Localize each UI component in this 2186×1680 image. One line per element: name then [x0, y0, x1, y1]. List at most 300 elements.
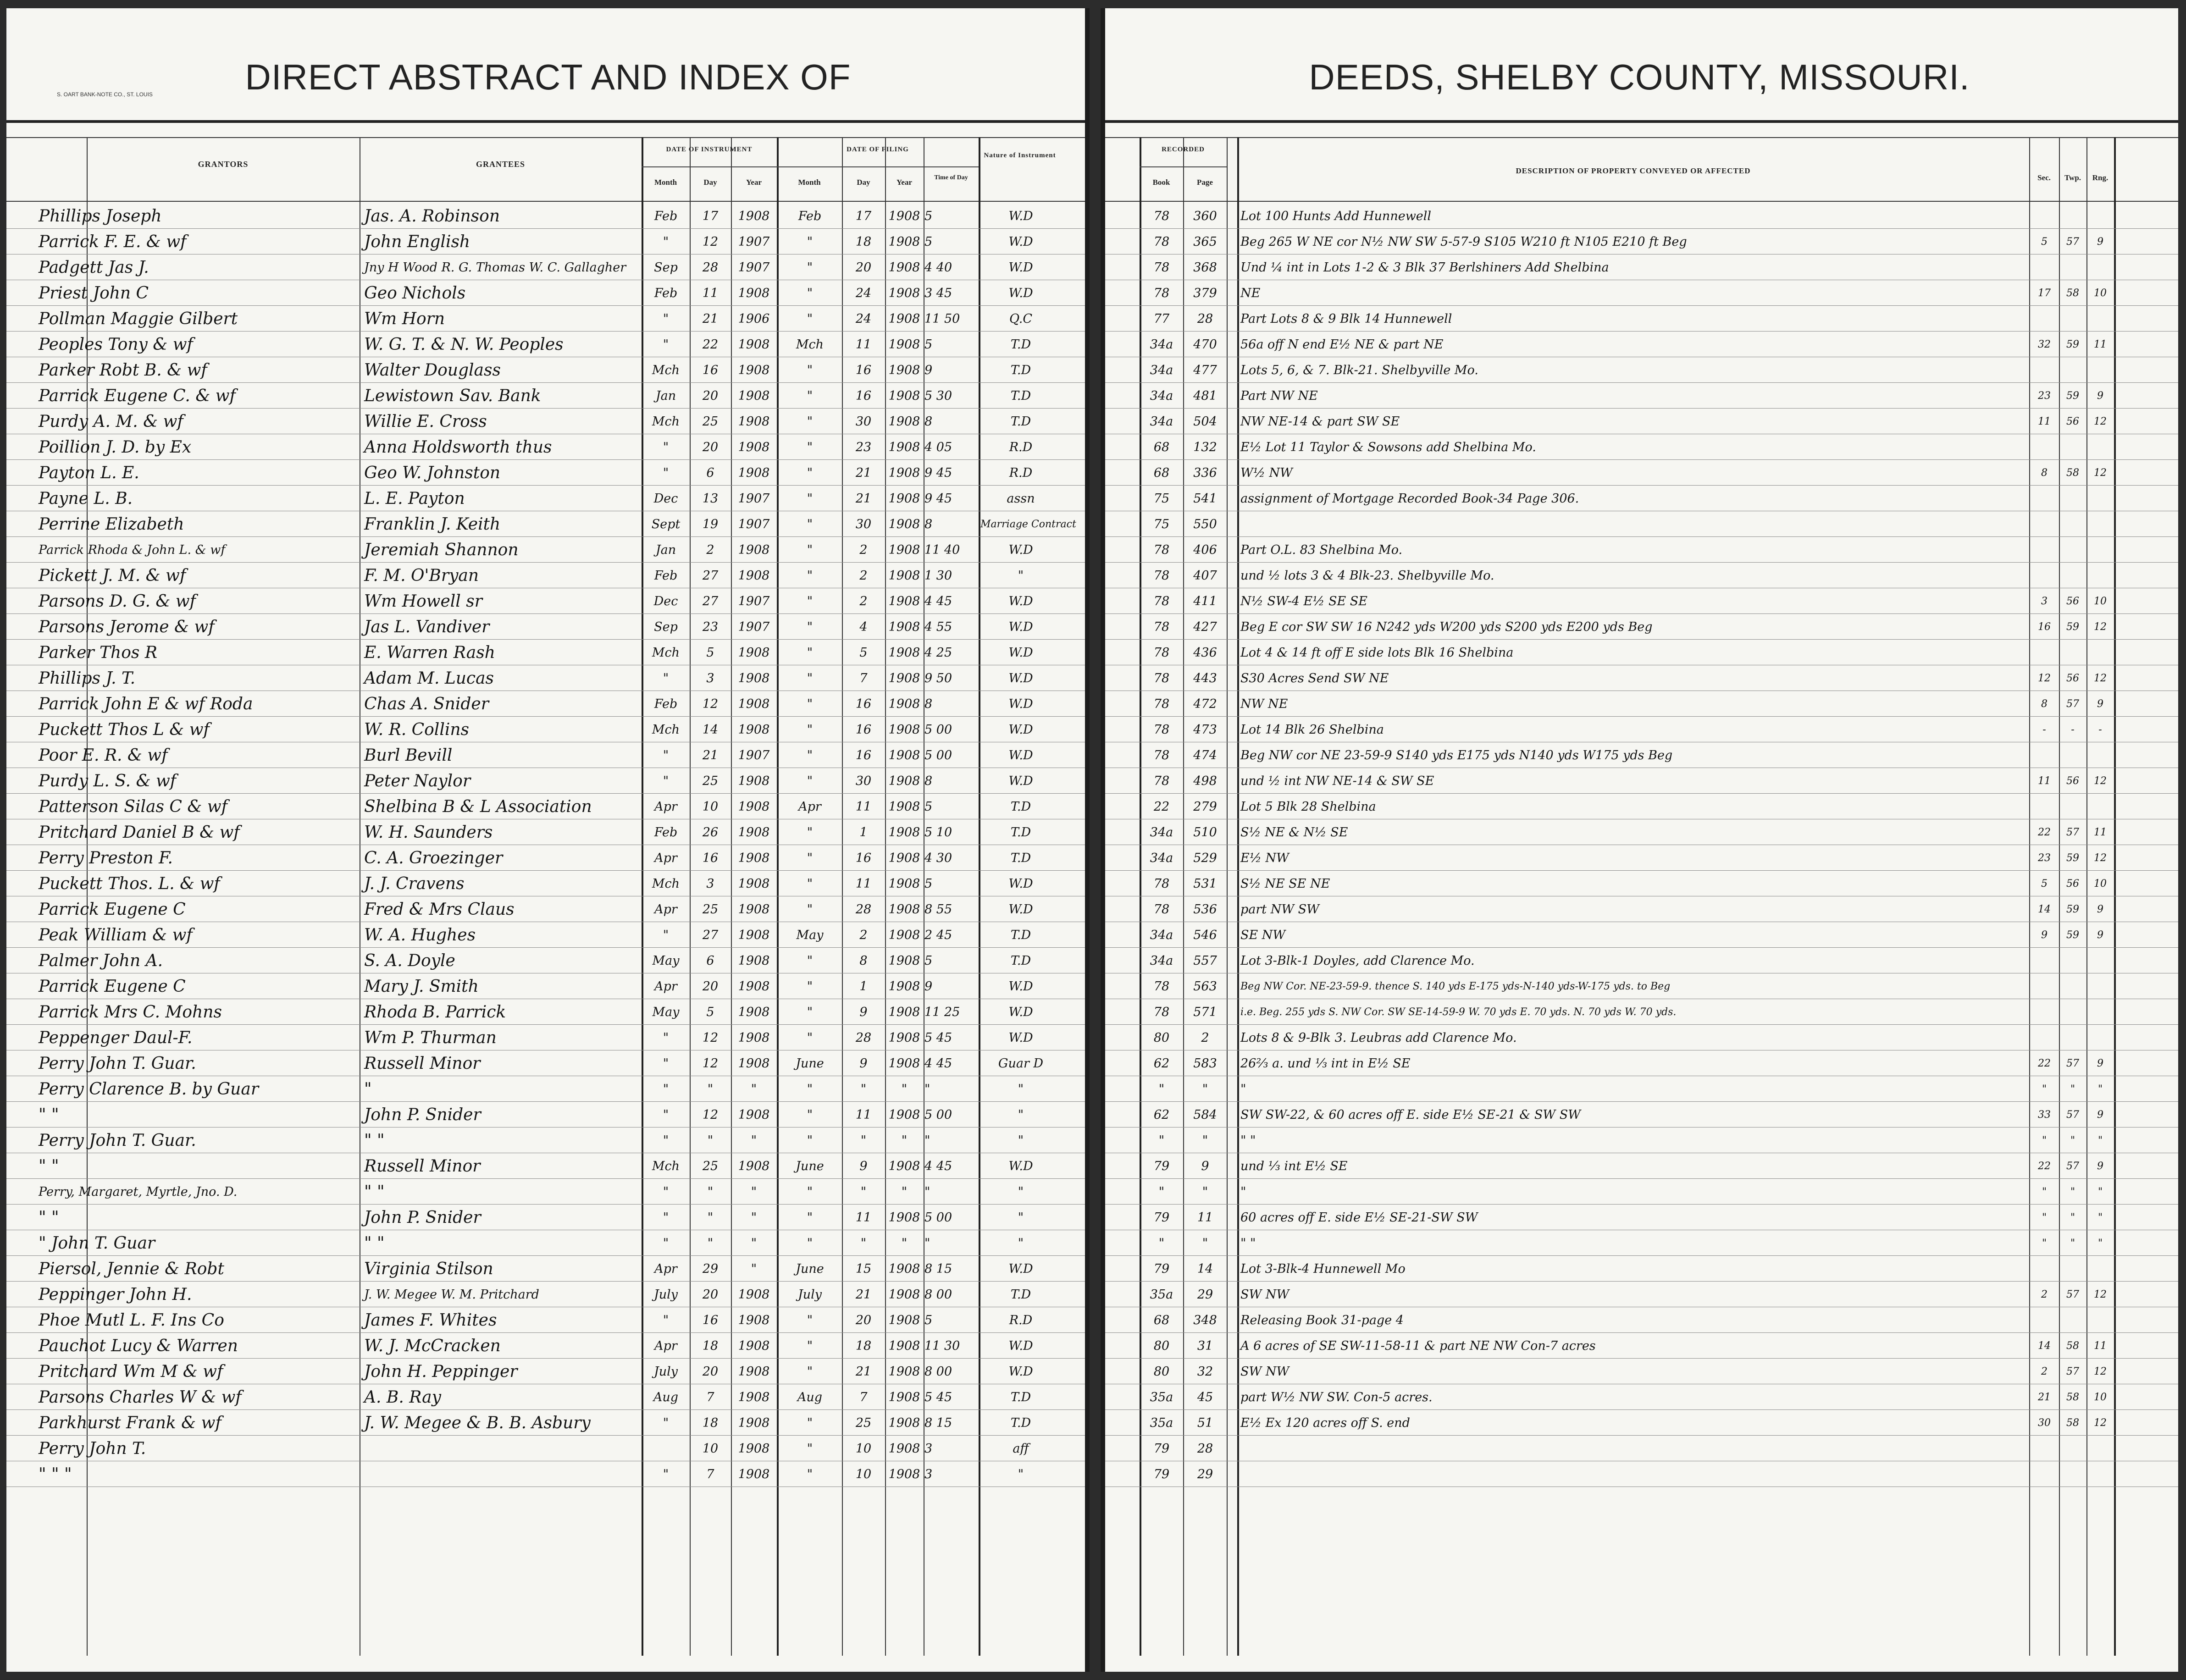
sec-cell	[2030, 744, 2059, 767]
rng-cell	[2087, 1437, 2113, 1460]
grantee-cell: Jny H Wood R. G. Thomas W. C. Gallagher	[364, 260, 626, 275]
time-of-day-cell: 5 00	[924, 1210, 952, 1225]
rng-cell	[2087, 1309, 2113, 1332]
grantee-cell: Jas. A. Robinson	[364, 207, 500, 226]
sec-cell: 12	[2038, 673, 2051, 684]
twp-cell: 59	[2066, 621, 2079, 633]
instrument-month-cell: Mch	[652, 414, 680, 429]
filing-day-cell: 30	[855, 517, 872, 531]
right-table-row	[1101, 614, 2178, 640]
time-of-day-cell: 8 00	[924, 1288, 952, 1302]
instrument-year-cell: "	[751, 1133, 757, 1148]
instrument-year-cell: 1907	[738, 748, 770, 763]
left-table-row	[6, 460, 1090, 486]
right-table-row	[1101, 973, 2178, 999]
sec-cell: 16	[2038, 621, 2051, 633]
nature-cell: W.D	[1008, 902, 1033, 917]
description-cell: Lot 3-Blk-4 Hunnewell Mo	[1240, 1262, 1406, 1276]
filing-day-cell: 5	[859, 646, 868, 660]
right-table-row	[1101, 1307, 2178, 1333]
grantor-cell: Peak William & wf	[39, 926, 193, 945]
instrument-year-cell: 1908	[738, 389, 770, 403]
twp-cell: 59	[2066, 339, 2079, 350]
left-table-row	[6, 409, 1090, 434]
time-of-day-cell: 11 40	[924, 543, 960, 557]
instrument-month-cell: Apr	[654, 851, 677, 865]
filing-month-cell: "	[807, 723, 813, 737]
nature-cell: W.D	[1008, 620, 1033, 634]
instrument-day-cell: "	[707, 1236, 714, 1250]
rng-cell	[2087, 513, 2113, 536]
grantees-header: GRANTEES	[476, 160, 526, 169]
time-of-day-cell: 9	[924, 979, 933, 994]
book-cell: 80	[1153, 1031, 1170, 1045]
left-table-row	[6, 768, 1090, 794]
grantor-cell: " "	[39, 1208, 59, 1227]
filing-day-cell: 16	[855, 389, 872, 403]
left-table-row	[6, 1436, 1090, 1461]
twp-cell: 58	[2066, 1340, 2079, 1352]
filing-day-cell: 7	[859, 1390, 868, 1404]
rng-cell: 12	[2094, 775, 2107, 787]
file-year-header: Year	[897, 178, 912, 187]
filing-year-cell: 1908	[888, 1108, 920, 1122]
instrument-month-cell: "	[663, 1416, 669, 1430]
sec-header: Sec.	[2037, 173, 2051, 182]
instrument-year-cell: 1908	[738, 1390, 770, 1404]
right-table-row	[1101, 768, 2178, 794]
instrument-year-cell: 1908	[738, 286, 770, 300]
grantor-cell: Payton L. E.	[39, 464, 139, 482]
time-of-day-cell: 8 00	[924, 1365, 952, 1379]
page-cell: 14	[1197, 1262, 1213, 1276]
grantee-cell: Walter Douglass	[364, 361, 501, 380]
sec-cell	[2030, 1001, 2059, 1024]
instrument-month-cell: Dec	[653, 594, 678, 608]
right-ledger-page	[1101, 8, 2178, 1672]
filing-day-cell: 18	[855, 1339, 872, 1353]
filing-year-cell: 1908	[888, 671, 920, 685]
page-cell: 474	[1193, 748, 1217, 763]
book-cell: 78	[1153, 286, 1170, 300]
instrument-year-cell: 1908	[738, 337, 770, 352]
description-cell: NE	[1240, 286, 1261, 300]
nature-cell: T.D	[1010, 363, 1031, 377]
grantor-cell: Poillion J. D. by Ex	[39, 438, 192, 457]
instrument-month-cell: "	[663, 466, 669, 480]
filing-month-cell: "	[807, 1313, 813, 1327]
subheader-rule	[642, 166, 777, 167]
right-table-row	[1101, 511, 2178, 537]
instrument-year-cell: 1908	[738, 671, 770, 685]
filing-year-cell: 1908	[888, 569, 920, 583]
filing-month-cell: "	[807, 235, 813, 249]
filing-day-cell: 21	[855, 466, 872, 480]
grantee-cell	[364, 1437, 639, 1460]
instrument-month-cell: Sept	[651, 517, 681, 531]
rng-cell: 9	[2097, 698, 2103, 710]
left-table-row	[6, 999, 1090, 1025]
twp-cell: -	[2071, 724, 2075, 735]
right-table-row	[1101, 409, 2178, 434]
instrument-year-cell: 1907	[738, 492, 770, 506]
sec-cell	[2030, 359, 2059, 382]
table-header-bottom-rule	[6, 201, 1090, 202]
description-cell: E½ NW	[1240, 851, 1289, 865]
left-page-title: DIRECT ABSTRACT AND INDEX OF	[245, 57, 851, 97]
twp-cell	[2060, 539, 2086, 562]
grantor-cell: Poor E. R. & wf	[39, 746, 168, 765]
right-table-row	[1101, 717, 2178, 742]
instrument-day-cell: 28	[702, 260, 719, 275]
book-cell: "	[1158, 1236, 1165, 1250]
grantee-cell: Mary J. Smith	[364, 977, 479, 996]
page-cell: 31	[1197, 1339, 1213, 1353]
nature-cell: T.D	[1010, 337, 1031, 352]
filing-month-cell: "	[807, 389, 813, 403]
filing-day-cell: 11	[855, 1108, 872, 1122]
grantee-cell: Franklin J. Keith	[364, 515, 501, 534]
time-of-day-cell: 8	[924, 517, 933, 531]
left-table-row	[6, 203, 1090, 229]
grantee-cell: Shelbina B & L Association	[364, 797, 592, 816]
book-cell: 78	[1153, 209, 1170, 223]
description-cell: SW NW	[1240, 1365, 1289, 1379]
twp-cell: "	[2070, 1083, 2075, 1095]
page-cell: "	[1202, 1185, 1208, 1199]
nature-cell: T.D	[1010, 800, 1031, 814]
filing-month-cell: "	[807, 1005, 813, 1019]
page-cell: 11	[1197, 1210, 1213, 1225]
description-cell: S30 Acres Send SW NE	[1240, 671, 1389, 685]
instrument-day-cell: 21	[702, 748, 719, 763]
nature-cell: W.D	[1008, 774, 1033, 788]
rng-cell: 9	[2097, 390, 2103, 402]
grantee-cell: " "	[364, 1234, 385, 1253]
twp-cell	[2060, 744, 2086, 767]
twp-cell: 57	[2066, 1109, 2079, 1121]
nature-cell: aff	[1013, 1442, 1029, 1456]
description-header: DESCRIPTION OF PROPERTY CONVEYED OR AFFECTED	[1516, 166, 1751, 175]
filing-month-cell: "	[807, 1133, 813, 1148]
filing-day-cell: 24	[855, 286, 872, 300]
grantor-cell: Padgett Jas J.	[39, 258, 149, 277]
page-cell: 407	[1193, 569, 1217, 583]
description-cell: Releasing Book 31-page 4	[1240, 1313, 1404, 1327]
grantee-cell: Russell Minor	[364, 1157, 481, 1176]
instrument-day-cell: 13	[702, 492, 719, 506]
twp-cell	[2060, 641, 2086, 664]
time-of-day-cell: 4 05	[924, 440, 952, 454]
sec-cell	[2030, 975, 2059, 998]
time-of-day-cell: 5	[924, 877, 933, 891]
book-cell: 78	[1153, 697, 1170, 711]
nature-cell: W.D	[1008, 235, 1033, 249]
time-of-day-cell: 4 30	[924, 851, 952, 865]
instrument-day-cell: 20	[702, 389, 719, 403]
time-of-day-cell: 8	[924, 414, 933, 429]
description-cell: "	[1240, 1082, 1246, 1096]
filing-month-cell: "	[807, 363, 813, 377]
instrument-month-cell: July	[653, 1365, 678, 1379]
filing-day-cell: 11	[855, 877, 872, 891]
twp-cell	[2060, 1027, 2086, 1050]
page-cell: 336	[1193, 466, 1217, 480]
left-table-row	[6, 948, 1090, 973]
sec-cell	[2030, 1437, 2059, 1460]
book-cell: 34a	[1150, 414, 1173, 429]
description-cell: 56a off N end E½ NE & part NE	[1240, 337, 1444, 352]
right-table-row	[1101, 537, 2178, 563]
twp-cell	[2060, 487, 2086, 510]
filing-year-cell: 1908	[888, 928, 920, 942]
filing-month-cell: Apr	[798, 800, 821, 814]
filing-year-cell: 1908	[888, 1365, 920, 1379]
time-of-day-header: Time of Day	[934, 174, 968, 181]
instrument-month-cell: "	[663, 440, 669, 454]
nature-cell: assn	[1007, 492, 1035, 506]
filing-month-cell: "	[807, 979, 813, 994]
sec-cell	[2030, 1309, 2059, 1332]
nature-cell: W.D	[1008, 1005, 1033, 1019]
book-cell: 68	[1153, 1313, 1170, 1327]
instrument-month-cell: Feb	[654, 286, 678, 300]
time-of-day-cell: 9	[924, 363, 933, 377]
nature-header: Nature of Instrument	[984, 152, 1056, 159]
instrument-year-cell: 1906	[738, 312, 770, 326]
book-cell: 78	[1153, 235, 1170, 249]
rng-cell: 10	[2094, 287, 2107, 299]
filing-day-cell: 30	[855, 414, 872, 429]
nature-cell: W.D	[1008, 671, 1033, 685]
grantee-cell: Willie E. Cross	[364, 412, 487, 431]
page-cell: 536	[1193, 902, 1217, 917]
sec-cell: 11	[2038, 416, 2051, 427]
description-cell: E½ Ex 120 acres off S. end	[1240, 1416, 1410, 1430]
instrument-month-cell: "	[663, 1082, 669, 1096]
instrument-year-cell: 1908	[738, 1288, 770, 1302]
twp-cell: 59	[2066, 904, 2079, 915]
filing-day-cell: 23	[855, 440, 872, 454]
grantor-cell: Parker Robt B. & wf	[39, 361, 207, 380]
book-cell: 77	[1153, 312, 1170, 326]
sec-cell	[2030, 950, 2059, 973]
filing-month-cell: May	[796, 928, 824, 942]
left-table-row	[6, 1127, 1090, 1153]
right-table-row	[1101, 486, 2178, 511]
instrument-day-cell: 10	[702, 800, 719, 814]
rng-cell: 12	[2094, 621, 2107, 633]
left-table-row	[6, 973, 1090, 999]
left-table-row	[6, 665, 1090, 691]
page-cell: 360	[1193, 209, 1217, 223]
instrument-month-cell: Jan	[655, 389, 676, 403]
description-cell: Lot 4 & 14 ft off E side lots Blk 16 Shelbina	[1240, 646, 1514, 660]
filing-year-cell: 1908	[888, 235, 920, 249]
sec-cell: "	[2042, 1238, 2047, 1249]
grantee-cell: Geo W. Johnston	[364, 464, 501, 482]
filing-day-cell: 21	[855, 492, 872, 506]
instrument-day-cell: 12	[702, 1056, 719, 1071]
instrument-year-cell: 1907	[738, 594, 770, 608]
instrument-year-cell: 1908	[738, 902, 770, 917]
rng-cell	[2087, 205, 2113, 228]
grantor-cell: Peppinger John H.	[39, 1285, 192, 1304]
left-table-row	[6, 794, 1090, 819]
description-cell: i.e. Beg. 255 yds S. NW Cor. SW SE-14-59-9 W. 70 yds E. 70 yds. N. 70 yds W. 70 yds.	[1240, 1006, 1677, 1018]
left-table-row	[6, 1256, 1090, 1282]
instrument-day-cell: 14	[702, 723, 719, 737]
nature-cell: R.D	[1009, 466, 1033, 480]
nature-cell: T.D	[1010, 928, 1031, 942]
book-cell: 78	[1153, 902, 1170, 917]
twp-cell: 56	[2066, 596, 2079, 607]
table-top-rule	[1101, 137, 2178, 138]
filing-day-cell: 9	[859, 1056, 868, 1071]
description-cell: Und ¼ int in Lots 1-2 & 3 Blk 37 Berlshiners Add Shelbina	[1240, 260, 1609, 275]
instrument-month-cell: "	[663, 748, 669, 763]
instrument-month-cell: Apr	[654, 800, 677, 814]
filing-month-cell: Aug	[797, 1390, 823, 1404]
date-of-instrument-header: DATE OF INSTRUMENT	[666, 146, 753, 153]
rng-cell: 10	[2094, 1392, 2107, 1403]
twp-cell: 57	[2066, 1289, 2079, 1300]
description-cell: Lot 3-Blk-1 Doyles, add Clarence Mo.	[1240, 954, 1475, 968]
nature-cell: W.D	[1008, 1262, 1033, 1276]
grantor-cell: Phoe Mutl L. F. Ins Co	[39, 1311, 224, 1330]
book-cell: 78	[1153, 774, 1170, 788]
description-cell: und ⅓ int E½ SE	[1240, 1159, 1348, 1173]
twp-cell	[2060, 513, 2086, 536]
filing-day-cell: 16	[855, 748, 872, 763]
right-table-row	[1101, 871, 2178, 896]
sec-cell: 32	[2038, 339, 2051, 350]
twp-cell	[2060, 950, 2086, 973]
book-cell: 78	[1153, 723, 1170, 737]
grantor-cell: Parrick Eugene C	[39, 977, 186, 996]
filing-day-cell: 28	[855, 1031, 872, 1045]
rng-cell: 12	[2094, 1366, 2107, 1377]
instrument-day-cell: 6	[706, 954, 714, 968]
grantor-cell: Purdy A. M. & wf	[39, 412, 183, 431]
right-table-row	[1101, 1230, 2178, 1256]
page-cell: 29	[1197, 1467, 1213, 1481]
filing-month-cell: "	[807, 440, 813, 454]
instrument-year-cell: 1907	[738, 260, 770, 275]
time-of-day-cell: 11 50	[924, 312, 960, 326]
instrument-day-cell: 25	[702, 774, 719, 788]
left-table-row	[6, 1102, 1090, 1127]
grantor-cell: " John T. Guar	[39, 1234, 155, 1253]
grantor-cell: Perrine Elizabeth	[39, 515, 184, 534]
instrument-year-cell: 1908	[738, 1365, 770, 1379]
grantee-cell: Chas A. Snider	[364, 695, 489, 713]
twp-cell	[2060, 1258, 2086, 1281]
filing-year-cell: 1908	[888, 1339, 920, 1353]
left-table-row	[6, 1179, 1090, 1205]
filing-day-cell: 10	[855, 1442, 872, 1456]
instrument-year-cell: 1908	[738, 979, 770, 994]
twp-cell: "	[2070, 1186, 2075, 1198]
filing-month-cell: "	[807, 1467, 813, 1481]
book-cell: 34a	[1150, 928, 1173, 942]
right-table-row	[1101, 640, 2178, 665]
twp-cell: 56	[2066, 775, 2079, 787]
book-cell: 79	[1153, 1442, 1170, 1456]
page-cell: 29	[1197, 1288, 1213, 1302]
filing-year-cell: "	[901, 1236, 908, 1250]
grantor-cell: Phillips Joseph	[39, 207, 162, 226]
description-cell: Lots 8 & 9-Blk 3. Leubras add Clarence Mo.	[1240, 1031, 1517, 1045]
grantor-cell: Perry John T. Guar.	[39, 1054, 196, 1073]
instrument-month-cell: Feb	[654, 569, 678, 583]
description-cell: W½ NW	[1240, 466, 1293, 480]
book-cell: 34a	[1150, 337, 1173, 352]
filing-month-cell: "	[807, 569, 813, 583]
book-cell: 35a	[1150, 1288, 1173, 1302]
page-cell: 368	[1193, 260, 1217, 275]
left-table-row	[6, 922, 1090, 948]
filing-day-cell: 15	[855, 1262, 872, 1276]
right-table-row	[1101, 794, 2178, 819]
rng-cell: "	[2097, 1083, 2103, 1095]
instrument-day-cell: 2	[706, 543, 714, 557]
grantee-cell: W. R. Collins	[364, 720, 470, 739]
instrument-day-cell: 25	[702, 1159, 719, 1173]
left-table-row	[6, 280, 1090, 306]
left-table-row	[6, 254, 1090, 280]
rng-cell: 9	[2097, 1161, 2103, 1172]
instrument-month-cell	[643, 1437, 689, 1460]
filing-month-cell: "	[807, 1416, 813, 1430]
time-of-day-cell: 4 25	[924, 646, 952, 660]
nature-cell: "	[1018, 1082, 1024, 1096]
instrument-month-cell: Apr	[654, 1339, 677, 1353]
filing-year-cell: "	[901, 1185, 908, 1199]
description-cell: " "	[1240, 1236, 1256, 1250]
instrument-day-cell: 23	[702, 620, 719, 634]
time-of-day-cell: 5	[924, 954, 933, 968]
instrument-month-cell: "	[663, 1031, 669, 1045]
sec-cell: 23	[2038, 852, 2051, 864]
sec-cell: 2	[2041, 1366, 2048, 1377]
nature-cell: "	[1018, 1185, 1024, 1199]
filing-year-cell: 1908	[888, 286, 920, 300]
right-table-row	[1101, 742, 2178, 768]
filing-year-cell: 1908	[888, 825, 920, 840]
page-cell: 583	[1193, 1056, 1217, 1071]
header-rule	[1101, 120, 2178, 123]
left-table-row	[6, 357, 1090, 383]
page-cell: "	[1202, 1133, 1208, 1148]
page-cell: 510	[1193, 825, 1217, 840]
grantee-cell: " "	[364, 1183, 385, 1201]
description-cell: Lot 5 Blk 28 Shelbina	[1240, 800, 1376, 814]
right-table-row	[1101, 588, 2178, 614]
instrument-year-cell: 1908	[738, 954, 770, 968]
instrument-year-cell: 1908	[738, 466, 770, 480]
description-cell	[1240, 513, 2027, 536]
rng-cell: 11	[2094, 1340, 2107, 1352]
filing-year-cell: 1908	[888, 440, 920, 454]
instrument-year-cell: "	[751, 1236, 757, 1250]
book-cell: 78	[1153, 594, 1170, 608]
book-cell: 22	[1153, 800, 1170, 814]
grantor-cell: Palmer John A.	[39, 951, 163, 970]
time-of-day-cell: 11 25	[924, 1005, 960, 1019]
rng-cell: "	[2097, 1238, 2103, 1249]
filing-day-cell: 11	[855, 337, 872, 352]
